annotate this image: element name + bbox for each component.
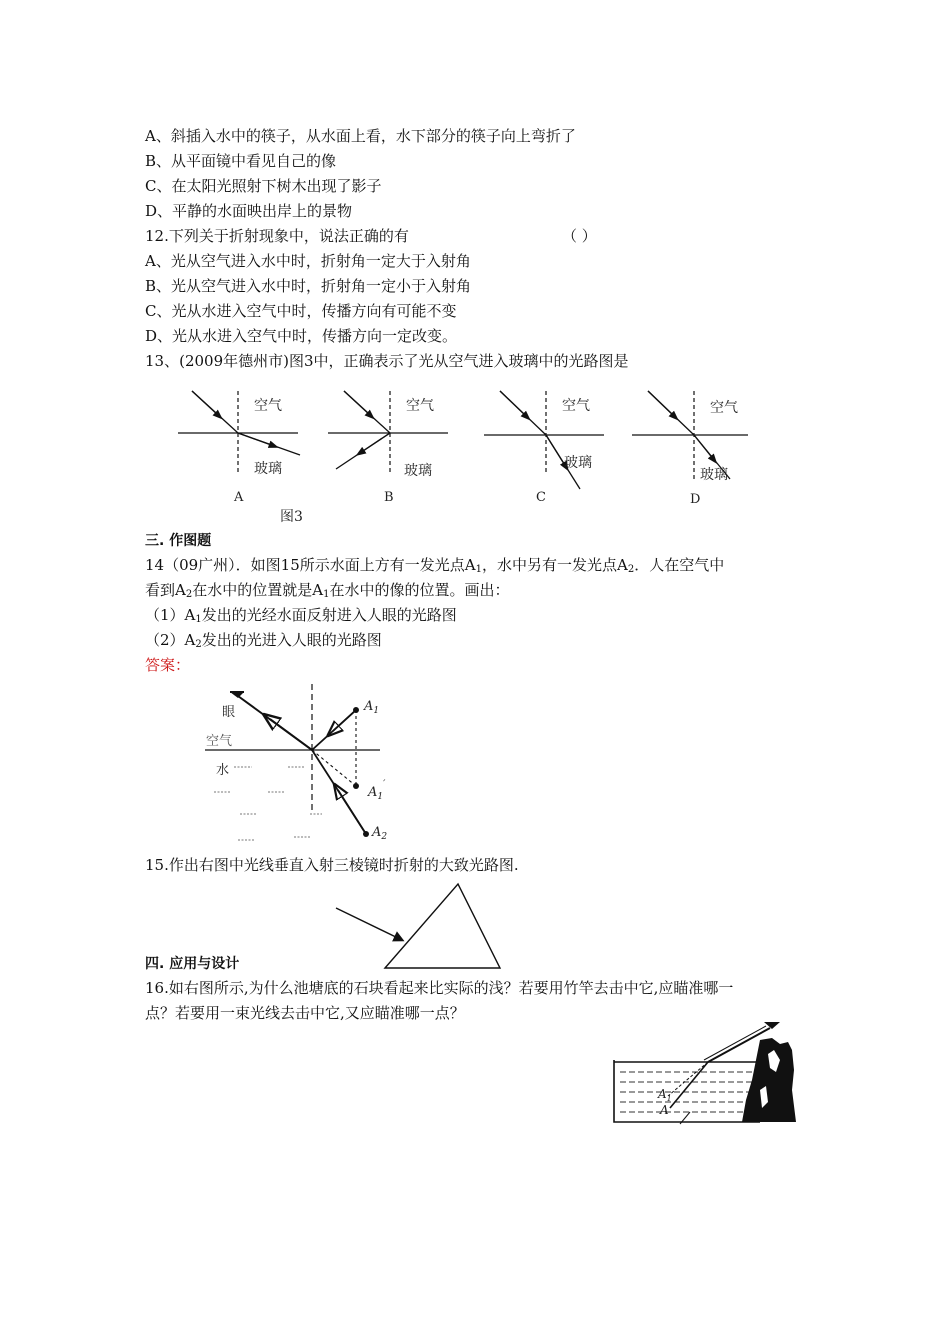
fig-air-label: 空气 bbox=[206, 734, 233, 749]
q11-option-d: D、平静的水面映出岸上的景物 bbox=[145, 202, 353, 220]
q13-c-glass-label: 玻璃 bbox=[564, 455, 592, 471]
q13-panel-b bbox=[328, 391, 448, 505]
q13-b-glass-label: 玻璃 bbox=[404, 463, 432, 479]
q13-d-letter: D bbox=[690, 492, 701, 507]
q13-panel-a bbox=[178, 391, 300, 505]
q13-a-glass-label: 玻璃 bbox=[254, 461, 282, 477]
q13-panel-d bbox=[632, 391, 748, 507]
q11-option-c: C、在太阳光照射下树木出现了影子 bbox=[145, 177, 382, 195]
fig-a1-label: $A_1$ bbox=[364, 699, 380, 716]
q13-b-air-label: 空气 bbox=[406, 398, 434, 414]
incident-ray bbox=[336, 908, 402, 940]
q13-d-glass-label: 玻璃 bbox=[700, 467, 728, 483]
q12-option-d: D、光从水进入空气中时，传播方向一定改变。 bbox=[145, 327, 458, 345]
eye-icon bbox=[230, 692, 244, 698]
section-4-heading: 四. 应用与设计 bbox=[145, 956, 240, 972]
q12-answer-bracket: （ ） bbox=[562, 227, 597, 245]
fig-eye-label: 眼 bbox=[222, 705, 236, 720]
q12-option-c: C、光从水进入空气中时，传播方向有可能不变 bbox=[145, 302, 457, 320]
q11-option-b: B、从平面镜中看见自己的像 bbox=[145, 152, 337, 170]
q14-part-1: $(1)A_1$发出的光经水面反射进入人眼的光路图 bbox=[145, 606, 457, 625]
q13-c-air-label: 空气 bbox=[562, 398, 590, 414]
fig-a1-image-label: $A_1'$ bbox=[368, 779, 386, 802]
q14-part-2: $(2)A_2$发出的光进入人眼的光路图 bbox=[145, 631, 382, 650]
eye-icon bbox=[764, 1022, 780, 1029]
fig-water-label: 水 bbox=[216, 763, 230, 778]
q16-fig-a-label: A bbox=[660, 1103, 669, 1117]
cliff-rock bbox=[742, 1038, 796, 1122]
q15-prism-figure bbox=[330, 880, 510, 972]
q14-answer-label: 答案： bbox=[145, 656, 191, 674]
q15-stem: 15.作出右图中光线垂直入射三棱镜时折射的大致光路图. bbox=[145, 856, 519, 874]
q13-figure-caption: 图3 bbox=[280, 509, 303, 525]
q16-pond-figure bbox=[610, 1020, 800, 1128]
q13-a-letter: A bbox=[234, 490, 244, 505]
q16-fig-a1-label: $A_1$ bbox=[658, 1087, 672, 1103]
q13-b-letter: B bbox=[384, 490, 394, 505]
q13-a-air-label: 空气 bbox=[254, 398, 282, 414]
q12-stem: 12.下列关于折射现象中，说法正确的有 bbox=[145, 227, 409, 245]
q14-line-2: 看到$A_2$在水中的位置就是$A_1$在水中的像的位置。画出： bbox=[145, 581, 510, 600]
section-3-heading: 三. 作图题 bbox=[145, 533, 212, 549]
fig-a2-label: $A_2$ bbox=[372, 825, 388, 842]
prism-triangle bbox=[385, 884, 500, 968]
q11-option-a: A、斜插入水中的筷子，从水面上看，水下部分的筷子向上弯折了 bbox=[145, 127, 576, 145]
q13-panel-c bbox=[484, 391, 604, 505]
q14-answer-figure bbox=[200, 682, 410, 844]
q12-option-b: B、光从空气进入水中时，折射角一定小于入射角 bbox=[145, 277, 472, 295]
q12-option-a: A、光从空气进入水中时，折射角一定大于入射角 bbox=[145, 252, 471, 270]
q13-d-air-label: 空气 bbox=[710, 400, 738, 416]
q13-stem: 13、(2009年德州市)图3中，正确表示了光从空气进入玻璃中的光路图是 bbox=[145, 352, 629, 370]
q14-line-1: 14（09广州）．如图15所示水面上方有一发光点$A_1$，水中另有一发光点$A_2$．人在空气中 bbox=[145, 556, 725, 575]
q13-c-letter: C bbox=[536, 490, 546, 505]
q16-line-1: 16.如右图所示,为什么池塘底的石块看起来比实际的浅？若要用竹竿去击中它,应瞄准哪一 bbox=[145, 979, 734, 997]
q16-line-2: 点？若要用一束光线去击中它,又应瞄准哪一点？ bbox=[145, 1004, 465, 1022]
q13-figure bbox=[170, 383, 760, 528]
